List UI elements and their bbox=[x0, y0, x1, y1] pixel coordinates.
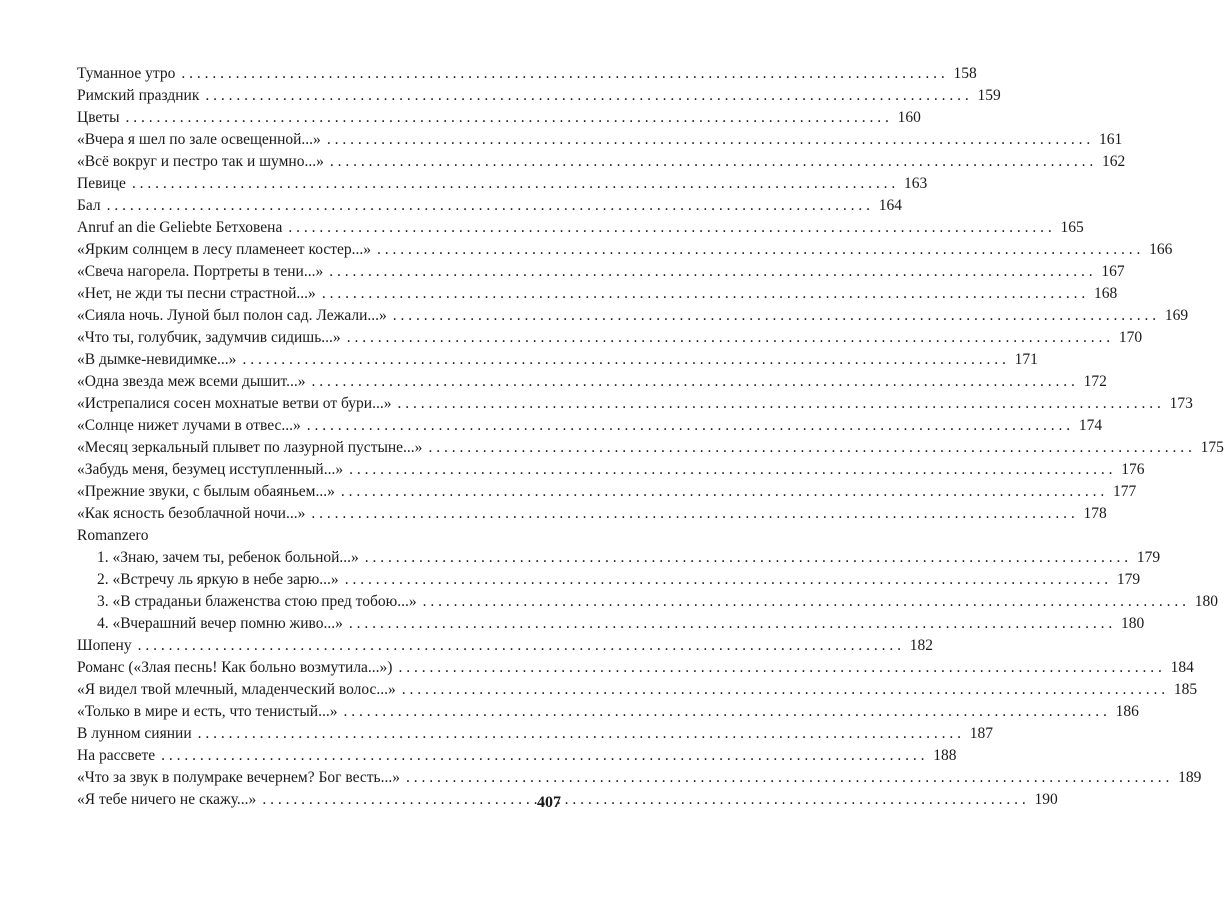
toc-entry-title: Anruf an die Geliebte Бетховена bbox=[77, 219, 283, 236]
dot-leader bbox=[341, 481, 1104, 503]
toc-entry bbox=[77, 195, 903, 217]
dot-leader bbox=[132, 173, 895, 195]
toc-entry-title: «Что ты, голубчик, задумчив сидишь...» bbox=[77, 329, 341, 346]
toc-subentry bbox=[77, 591, 1218, 613]
dot-leader bbox=[349, 459, 1112, 481]
dot-leader bbox=[345, 569, 1108, 591]
toc-entry-page: 182 bbox=[909, 637, 933, 654]
toc-entry-page: 167 bbox=[1101, 263, 1125, 280]
toc-entry-page: 176 bbox=[1121, 461, 1145, 478]
toc-entry bbox=[77, 459, 1145, 481]
dot-leader bbox=[307, 415, 1070, 437]
toc-subentry bbox=[77, 547, 1161, 569]
toc-entry-page: 171 bbox=[1014, 351, 1038, 368]
toc-entry-title: «Что за звук в полумраке вечернем? Бог весть...» bbox=[77, 769, 400, 786]
toc-entry bbox=[77, 481, 1137, 503]
toc-entry-title: «Только в мире и есть, что тенистый...» bbox=[77, 703, 338, 720]
toc-entry bbox=[77, 107, 921, 129]
toc-entry-title: «Я видел твой млечный, младенческий волос...» bbox=[77, 681, 396, 698]
dot-leader bbox=[406, 767, 1169, 789]
dot-leader bbox=[329, 261, 1092, 283]
toc-entry-title: «Свеча нагорела. Портреты в тени...» bbox=[77, 263, 324, 280]
toc-entry bbox=[77, 371, 1107, 393]
romanzero-heading: Romanzero bbox=[77, 527, 149, 544]
toc-entry-title: «Всё вокруг и пестро так и шумно...» bbox=[77, 153, 324, 170]
toc-entry bbox=[77, 745, 957, 767]
toc-entry-title: «Месяц зеркальный плывет по лазурной пустыне...» bbox=[77, 439, 423, 456]
dot-leader bbox=[107, 195, 870, 217]
toc-entry-title: «Забудь меня, безумец исступленный...» bbox=[77, 461, 344, 478]
toc-entry bbox=[77, 173, 928, 195]
toc-entry bbox=[77, 437, 1224, 459]
dot-leader bbox=[397, 393, 1160, 415]
toc-entry-page: 161 bbox=[1098, 131, 1123, 148]
dot-leader bbox=[402, 679, 1165, 701]
toc-entry-page: 158 bbox=[953, 65, 977, 82]
toc-entry-page: 186 bbox=[1115, 703, 1139, 720]
toc-entry-page: 164 bbox=[878, 197, 903, 214]
dot-leader bbox=[343, 701, 1106, 723]
toc-entry bbox=[77, 261, 1125, 283]
dot-leader bbox=[288, 217, 1051, 239]
toc-entry bbox=[77, 415, 1103, 437]
toc-entry-page: 187 bbox=[969, 725, 993, 742]
dot-leader bbox=[205, 85, 968, 107]
toc-entry-page: 174 bbox=[1078, 417, 1103, 434]
dot-leader bbox=[393, 305, 1156, 327]
toc-subentry-title: 2. «Встречу ль яркую в небе зарю...» bbox=[97, 571, 339, 588]
dot-leader bbox=[262, 789, 1025, 811]
toc-section-heading bbox=[77, 525, 529, 547]
dot-leader bbox=[347, 327, 1110, 349]
toc-subentry bbox=[77, 613, 1145, 635]
toc-entry bbox=[77, 239, 1173, 261]
toc-entry bbox=[77, 63, 977, 85]
dot-leader bbox=[330, 151, 1093, 173]
dot-leader bbox=[377, 239, 1140, 261]
toc-entry-title: «Нет, не жди ты песни страстной...» bbox=[77, 285, 316, 302]
dot-leader bbox=[181, 63, 944, 85]
toc-entry-title: Певице bbox=[77, 175, 126, 192]
toc-entry-title: «Одна звезда меж всеми дышит...» bbox=[77, 373, 306, 390]
toc-entry-title: Бал bbox=[77, 197, 101, 214]
toc-entry-page: 178 bbox=[1083, 505, 1107, 522]
toc-entry-title: Римский праздник bbox=[77, 87, 200, 104]
toc-subentry-page: 180 bbox=[1121, 615, 1145, 632]
toc-subentry-title: 1. «Знаю, зачем ты, ребенок больной...» bbox=[97, 549, 359, 566]
toc-entry bbox=[77, 305, 1189, 327]
toc-entry bbox=[77, 85, 1001, 107]
toc-subentry bbox=[77, 569, 1141, 591]
toc-entry-title: «Вчера я шел по зале освещенной...» bbox=[77, 131, 321, 148]
toc-entry bbox=[77, 635, 933, 657]
toc-entry bbox=[77, 283, 1118, 305]
toc-entry bbox=[77, 503, 1107, 525]
toc-entry bbox=[77, 701, 1139, 723]
toc-entry-page: 169 bbox=[1164, 307, 1189, 324]
toc-entry-title: «Солнце нижет лучами в отвес...» bbox=[77, 417, 301, 434]
dot-leader bbox=[327, 129, 1090, 151]
toc-entry-page: 175 bbox=[1200, 439, 1224, 456]
dot-leader bbox=[161, 745, 924, 767]
toc-entry-page: 165 bbox=[1060, 219, 1084, 236]
toc-entry-title: Романс («Злая песнь! Как больно возмутила...») bbox=[77, 659, 393, 676]
dot-leader bbox=[312, 371, 1075, 393]
toc-entry bbox=[77, 393, 1193, 415]
dot-leader bbox=[198, 723, 961, 745]
toc-entry-page: 189 bbox=[1178, 769, 1202, 786]
toc-entry-page: 190 bbox=[1034, 791, 1058, 808]
toc-subentry-page: 180 bbox=[1194, 593, 1218, 610]
toc-entry bbox=[77, 767, 1202, 789]
toc-entry bbox=[77, 327, 1143, 349]
toc-entry-title: Туманное утро bbox=[77, 65, 176, 82]
toc-entry-title: В лунном сиянии bbox=[77, 725, 192, 742]
page-number: 407 bbox=[537, 794, 561, 811]
toc-entry-title: «Как ясность безоблачной ночи...» bbox=[77, 505, 306, 522]
toc-entry bbox=[77, 217, 1084, 239]
toc-entry-page: 159 bbox=[977, 87, 1001, 104]
toc-entry-title: «Я тебе ничего не скажу...» bbox=[77, 791, 257, 808]
dot-leader bbox=[428, 437, 1191, 459]
toc-entry-page: 168 bbox=[1093, 285, 1118, 302]
toc-entry-title: На рассвете bbox=[77, 747, 156, 764]
dot-leader bbox=[365, 547, 1128, 569]
dot-leader bbox=[311, 503, 1074, 525]
toc-entry-title: «В дымке-невидимке...» bbox=[77, 351, 237, 368]
toc-entry-page: 170 bbox=[1118, 329, 1143, 346]
dot-leader bbox=[349, 613, 1112, 635]
toc-entry-title: «Истрепалися сосен мохнатые ветви от бури...» bbox=[77, 395, 392, 412]
toc-entry-title: «Прежние звуки, с былым обаяньем...» bbox=[77, 483, 335, 500]
toc-subentry-title: 3. «В страданьи блаженства стою пред тобою...» bbox=[97, 593, 417, 610]
dot-leader bbox=[242, 349, 1005, 371]
toc-subentry-page: 179 bbox=[1116, 571, 1141, 588]
toc-entry bbox=[77, 129, 1123, 151]
toc-entry-page: 166 bbox=[1149, 241, 1173, 258]
toc-entry-page: 184 bbox=[1170, 659, 1194, 676]
toc-entry-page: 172 bbox=[1083, 373, 1107, 390]
toc-entry-page: 185 bbox=[1173, 681, 1198, 698]
toc-entry-title: Цветы bbox=[77, 109, 120, 126]
toc-entry bbox=[77, 349, 1038, 371]
dot-leader bbox=[126, 107, 889, 129]
toc-subentry-page: 179 bbox=[1136, 549, 1161, 566]
toc-entry-page: 163 bbox=[904, 175, 928, 192]
toc-entry bbox=[77, 657, 1194, 679]
dot-leader bbox=[322, 283, 1085, 305]
toc-entry bbox=[77, 723, 993, 745]
toc-entry-page: 188 bbox=[933, 747, 957, 764]
toc-entry-page: 173 bbox=[1169, 395, 1193, 412]
toc-entry-page: 177 bbox=[1112, 483, 1137, 500]
toc-entry-page: 160 bbox=[897, 109, 921, 126]
toc-entry-page: 162 bbox=[1101, 153, 1126, 170]
toc-entry bbox=[77, 151, 1126, 173]
toc-entry-title: Шопену bbox=[77, 637, 132, 654]
dot-leader bbox=[398, 657, 1161, 679]
dot-leader bbox=[423, 591, 1186, 613]
toc-entry-title: «Ярким солнцем в лесу пламенеет костер...» bbox=[77, 241, 371, 258]
dot-leader bbox=[138, 635, 901, 657]
toc-subentry-title: 4. «Вчерашний вечер помню живо...» bbox=[97, 615, 343, 632]
toc-entry bbox=[77, 679, 1198, 701]
toc-entry-title: «Сияла ночь. Луной был полон сад. Лежали...» bbox=[77, 307, 387, 324]
